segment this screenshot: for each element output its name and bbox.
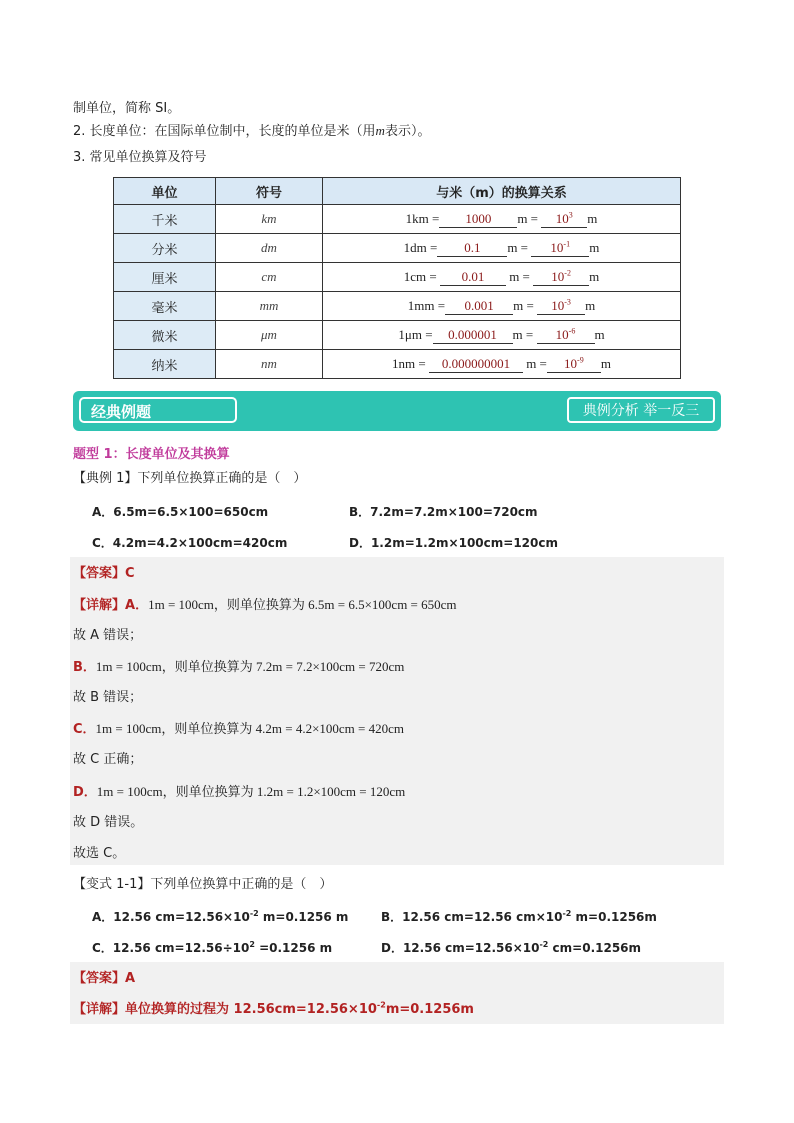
- detail-text: 1m = 100cm，则单位换算为 6.5m = 6.5×100cm = 650cm: [148, 597, 457, 612]
- relation-lhs: 1dm =: [403, 239, 438, 255]
- relation-cell: [323, 350, 681, 379]
- power-exponent: 3: [568, 210, 573, 220]
- option-b-pre: B．12.56 cm=12.56 cm×10: [381, 910, 563, 924]
- table-row: [114, 321, 681, 350]
- detail-line: [73, 658, 404, 677]
- detail-prefix: D．: [73, 785, 97, 800]
- option-d: [381, 939, 641, 956]
- answer-blank-b: [537, 298, 585, 315]
- answer-value: C: [125, 566, 135, 581]
- power-exponent: -6: [568, 326, 576, 336]
- answer-blank-b: [547, 356, 601, 373]
- option-c: C．4.2m=4.2×100cm=420cm: [92, 536, 288, 550]
- intro-line-2-prefix: 2. 长度单位：在国际单位制中，长度的单位是米（用: [73, 124, 376, 139]
- detail-line: 故选 C。: [73, 846, 126, 861]
- option-d-pre: D．12.56 cm=12.56×10: [381, 941, 540, 955]
- answer-label: 【答案】: [73, 566, 126, 581]
- detail-line: 故 B 错误；: [73, 690, 143, 705]
- symbol-cell: mm: [216, 292, 323, 321]
- variant-question: 【变式 1-1】下列单位换算中正确的是（ ）: [73, 877, 333, 892]
- detail-line: [73, 1001, 474, 1019]
- symbol-cell: dm: [216, 234, 323, 263]
- detail-pre: 单位换算的过程为 12.56cm=12.56×10: [125, 1002, 377, 1017]
- relation-end: m: [589, 239, 600, 255]
- banner-subtitle: 典例分析 举一反三: [567, 397, 715, 423]
- relation-mid: m =: [507, 239, 529, 255]
- detail-line: 故 C 正确；: [73, 752, 143, 767]
- unit-cell: 纳米: [114, 350, 216, 379]
- detail-label: 【详解】: [73, 598, 126, 613]
- option-d: D．1.2m=1.2m×100cm=120cm: [349, 536, 558, 550]
- power-base: 10: [564, 355, 578, 371]
- power-exponent: -3: [564, 297, 571, 307]
- detail-text: 1m = 100cm，则单位换算为 1.2m = 1.2×100cm = 120cm: [96, 784, 406, 799]
- unit-cell: 微米: [114, 321, 216, 350]
- option-c: [92, 939, 332, 956]
- relation-mid: m =: [509, 268, 530, 284]
- intro-line-3: 3. 常见单位换算及符号: [73, 150, 207, 165]
- relation-end: m: [587, 210, 598, 226]
- table-header-relation: 与米（m）的换算关系: [323, 178, 681, 205]
- detail-label: 【详解】: [73, 1002, 126, 1017]
- answer-blank-b: [533, 269, 589, 286]
- relation-cell: [323, 234, 681, 263]
- answer-blank-b: [537, 327, 595, 344]
- power-base: 10: [551, 297, 565, 313]
- table-row: [114, 263, 681, 292]
- detail-line: [73, 720, 404, 739]
- intro-line-2: [73, 122, 430, 141]
- power-base: 10: [555, 210, 569, 226]
- relation-cell: [323, 205, 681, 234]
- intro-line-2-suffix: 表示）。: [384, 124, 431, 139]
- relation-cell: [323, 263, 681, 292]
- answer-blank-a: 0.001: [445, 298, 513, 315]
- detail-text: 1m = 100cm，则单位换算为 4.2m = 4.2×100cm = 420cm: [95, 721, 404, 736]
- unit-cell: 千米: [114, 205, 216, 234]
- detail-exp: -2: [376, 1000, 386, 1010]
- relation-cell: [323, 321, 681, 350]
- type-title: 题型 1：长度单位及其换算: [73, 447, 230, 462]
- power-base: 10: [551, 268, 565, 284]
- option-d-exp: -2: [539, 940, 549, 949]
- relation-mid: m =: [513, 297, 534, 313]
- power-exponent: -2: [564, 268, 571, 278]
- intro-line-1: 制单位，简称 SI。: [73, 101, 181, 116]
- unit-cell: 厘米: [114, 263, 216, 292]
- symbol-cell: cm: [216, 263, 323, 292]
- detail-line: 故 D 错误。: [73, 815, 144, 830]
- table-row: [114, 205, 681, 234]
- relation-lhs: 1μm =: [398, 326, 433, 342]
- option-c-post: =0.1256 m: [254, 941, 333, 955]
- banner-title: 经典例题: [79, 397, 237, 423]
- answer-line: [73, 970, 135, 988]
- relation-mid: m =: [526, 355, 547, 371]
- unit-cell: 毫米: [114, 292, 216, 321]
- option-b: [381, 908, 657, 925]
- detail-prefix: A．: [125, 598, 149, 613]
- option-a-pre: A．12.56 cm=12.56×10: [92, 910, 250, 924]
- answer-blank-b: [541, 211, 587, 228]
- table-header-row: [114, 178, 681, 205]
- unit-cell: 分米: [114, 234, 216, 263]
- table-header-unit: 单位: [114, 178, 216, 205]
- table-header-symbol: 符号: [216, 178, 323, 205]
- detail-post: m=0.1256m: [385, 1002, 474, 1017]
- relation-mid: m =: [512, 326, 534, 342]
- option-a-post: m=0.1256 m: [258, 910, 349, 924]
- option-d-post: cm=0.1256m: [548, 941, 642, 955]
- table-row: [114, 292, 681, 321]
- relation-end: m: [600, 355, 612, 371]
- symbol-cell: μm: [216, 321, 323, 350]
- option-b-exp: -2: [562, 909, 572, 918]
- option-c-pre: C．12.56 cm=12.56÷10: [92, 941, 250, 955]
- detail-line: [73, 596, 457, 615]
- answer-line: [73, 565, 135, 583]
- table-row: [114, 234, 681, 263]
- power-base: 10: [555, 326, 569, 342]
- symbol-cell: km: [216, 205, 323, 234]
- option-a: [92, 908, 348, 925]
- relation-lhs: 1cm =: [403, 268, 437, 284]
- relation-lhs: 1km =: [405, 210, 440, 226]
- symbol-cell: nm: [216, 350, 323, 379]
- option-b: B．7.2m=7.2m×100=720cm: [349, 505, 538, 519]
- answer-label: 【答案】: [73, 971, 126, 986]
- answer-blank-b: [531, 240, 589, 257]
- power-base: 10: [550, 239, 564, 255]
- relation-end: m: [589, 268, 600, 284]
- answer-blank-a: 1000: [439, 211, 517, 228]
- detail-prefix: B．: [73, 660, 96, 675]
- power-exponent: -9: [577, 355, 584, 365]
- relation-mid: m =: [517, 210, 539, 226]
- option-a: A．6.5m=6.5×100=650cm: [92, 505, 269, 519]
- option-c-exp: 2: [249, 940, 255, 949]
- detail-line: [73, 783, 405, 802]
- relation-lhs: 1mm =: [407, 297, 446, 313]
- section-banner: [73, 391, 721, 431]
- option-a-exp: -2: [249, 909, 259, 918]
- relation-lhs: 1nm =: [391, 355, 426, 371]
- relation-end: m: [594, 326, 605, 342]
- option-b-post: m=0.1256m: [571, 910, 657, 924]
- power-exponent: -1: [563, 239, 571, 249]
- detail-line: 故 A 错误；: [73, 628, 143, 643]
- detail-text: 1m = 100cm，则单位换算为 7.2m = 7.2×100cm = 720cm: [95, 659, 405, 674]
- answer-blank-a: 0.01: [440, 269, 506, 286]
- example-question: 【典例 1】下列单位换算正确的是（ ）: [73, 471, 307, 486]
- answer-value: A: [125, 971, 136, 986]
- unit-conversion-table: [113, 177, 681, 379]
- table-row: [114, 350, 681, 379]
- intro-line-2-symbol: m: [375, 123, 385, 138]
- relation-cell: [323, 292, 681, 321]
- answer-blank-a: 0.000000001: [429, 356, 523, 373]
- answer-blank-a: 0.000001: [433, 327, 513, 344]
- detail-prefix: C．: [73, 722, 96, 737]
- relation-end: m: [585, 297, 596, 313]
- answer-blank-a: 0.1: [437, 240, 507, 257]
